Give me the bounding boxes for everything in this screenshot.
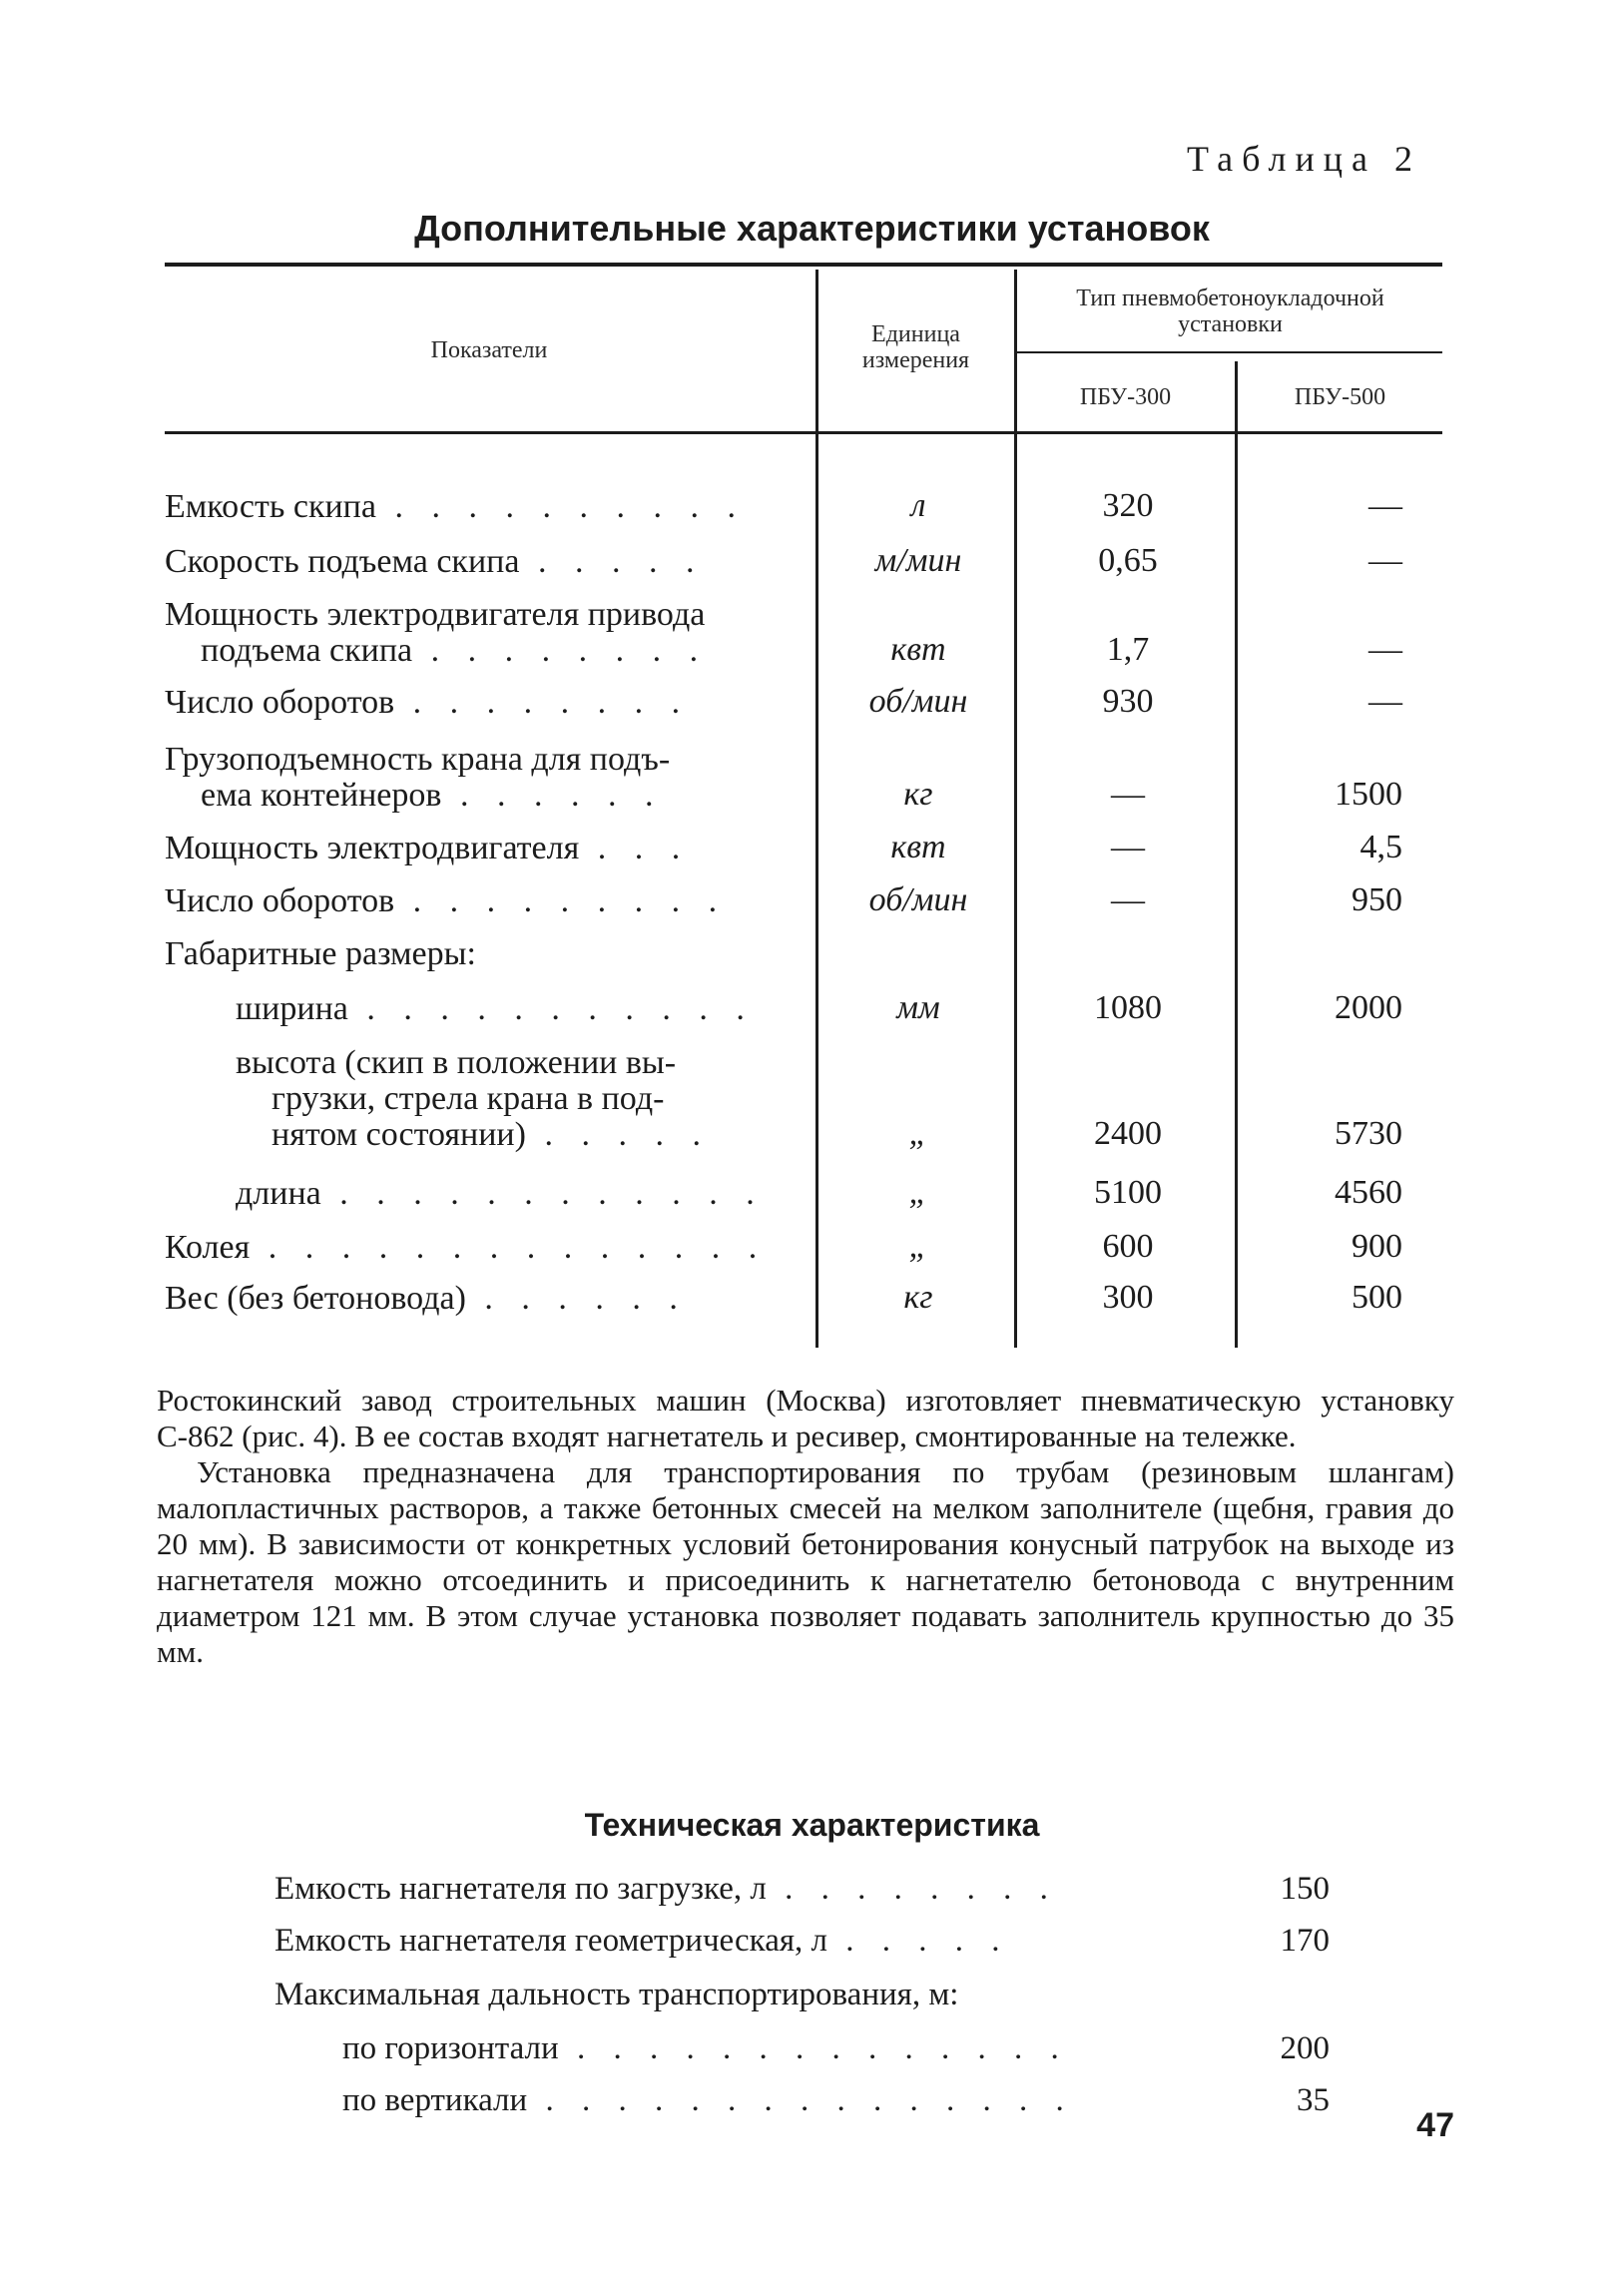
row-label	[165, 1230, 813, 1266]
spec-item-label	[274, 1921, 1010, 1961]
leader-dots: . . . . .	[525, 1116, 711, 1153]
row-label-line	[165, 778, 813, 814]
paragraph: Установка предназначена для транспортирования по трубам (резиновым шлангам) малопластичных растворов, а также бетонных смесей на мелком заполнителе (щебня, гравия до 20 мм). В зависимости от конкретных условий бетонирования конусный патрубок на выходе из нагнетателя можно отсоединить и присоединить к нагнетателю бетоновода с внутренним диаметром 121 мм. В этом случае установка позволяет подавать заполнитель крупностью до 35 мм.	[157, 1454, 1454, 1669]
leader-dots: . . . . . . . .	[766, 1871, 1058, 1907]
row-label-text: грузки, стрела крана в под-	[271, 1080, 665, 1117]
row-label-text: Емкость скипа	[165, 488, 376, 525]
header-unit-line1: Единица	[871, 321, 960, 347]
row-unit: „	[908, 1228, 928, 1265]
leader-dots: . . . . . . . . . . . .	[320, 1175, 765, 1212]
row-value-pbu500: 1500	[1335, 776, 1402, 813]
spec-item-label	[342, 2080, 1074, 2120]
row-label-line	[165, 1281, 813, 1317]
row-value-pbu300: 300	[1102, 1279, 1154, 1316]
row-label	[165, 685, 813, 721]
leader-dots: . . . . . . . . . .	[375, 488, 746, 525]
row-value-pbu300: 2400	[1094, 1115, 1162, 1152]
leader-dots: . . . . .	[519, 543, 705, 580]
row-unit: „	[908, 1174, 928, 1211]
row-value-pbu500: —	[1368, 487, 1402, 524]
row-label-line	[236, 1081, 814, 1117]
row-label-line	[165, 742, 813, 778]
row-value-pbu300: 930	[1102, 683, 1154, 720]
row-unit: об/мин	[868, 683, 968, 720]
row-unit: мм	[896, 989, 940, 1026]
row-value-pbu500: —	[1368, 631, 1402, 668]
row-label-line	[165, 685, 813, 721]
row-label	[236, 1045, 814, 1153]
header-type-line2: установки	[1178, 311, 1283, 337]
leader-dots: . . . . .	[827, 1923, 1010, 1959]
row-value-pbu500: 2000	[1335, 989, 1402, 1026]
row-label	[165, 1281, 813, 1317]
row-unit: кг	[903, 1279, 933, 1316]
leader-dots: . . . . . . . . . . . . . . .	[527, 2082, 1074, 2118]
header-col-pbu500: ПБУ-500	[1294, 384, 1386, 410]
spec-item-label	[274, 1975, 958, 2014]
row-label-text: Габаритные размеры:	[165, 935, 476, 972]
spec-item-text: Емкость нагнетателя геометрическая, л	[274, 1923, 827, 1959]
leader-dots: . . . . . . . . . . . . . .	[558, 2030, 1069, 2066]
spec-item-label	[274, 1869, 1058, 1909]
table-top-rule	[165, 263, 1442, 267]
row-label-line	[165, 936, 813, 972]
row-unit: л	[910, 487, 926, 524]
row-unit: квт	[890, 631, 946, 668]
row-value-pbu300: 1080	[1094, 989, 1162, 1026]
spec-item-text: Максимальная дальность транспортирования, м:	[274, 1977, 959, 2012]
row-value-pbu300: —	[1111, 776, 1145, 813]
row-unit: квт	[890, 829, 946, 865]
row-unit: об/мин	[868, 881, 968, 918]
spec-item-text: по вертикали	[342, 2082, 528, 2118]
row-label	[165, 544, 813, 580]
leader-dots: . . . . . .	[441, 777, 664, 814]
row-value-pbu500: 900	[1352, 1228, 1402, 1265]
spec-title: Техническая характеристика	[584, 1807, 1040, 1843]
row-value-pbu500: 950	[1352, 881, 1402, 918]
type-subheader-rule	[1016, 351, 1442, 353]
header-col-pbu300: ПБУ-300	[1079, 384, 1172, 410]
row-label-line	[236, 991, 814, 1027]
row-value-pbu500: —	[1368, 683, 1402, 720]
row-label-text: Грузоподъемность крана для подъ-	[165, 741, 671, 778]
row-value-pbu300: —	[1111, 881, 1145, 918]
body-text	[157, 1383, 1454, 1670]
spec-item-value: 200	[1280, 2030, 1330, 2066]
row-label-line	[165, 489, 813, 525]
row-label-text: Мощность электродвигателя привода	[165, 596, 706, 633]
spec-item-label	[342, 2028, 1069, 2068]
table-header-rule	[165, 431, 1442, 434]
row-label	[236, 991, 814, 1027]
row-unit: м/мин	[874, 542, 962, 579]
header-unit-line2: измерения	[861, 347, 970, 373]
header-type-line1: Тип пневмобетоноукладочной	[1076, 285, 1384, 311]
row-label-text: длина	[236, 1175, 321, 1212]
row-label-text: Скорость подъема скипа	[165, 543, 520, 580]
row-value-pbu300: —	[1111, 829, 1145, 865]
row-label-text: Вес (без бетоновода)	[165, 1280, 466, 1317]
spec-item-value: 35	[1297, 2082, 1330, 2118]
row-value-pbu500: 4,5	[1359, 829, 1402, 865]
row-value-pbu300: 0,65	[1098, 542, 1158, 579]
row-label	[165, 489, 813, 525]
row-label-line	[236, 1045, 814, 1081]
col-divider-models	[1235, 361, 1238, 1348]
row-value-pbu300: 1,7	[1106, 631, 1150, 668]
row-label-line	[165, 1230, 813, 1266]
table-title: Дополнительные характеристики установок	[414, 208, 1210, 249]
row-label-line	[165, 597, 813, 633]
row-label-text: Колея	[165, 1229, 251, 1266]
header-type	[1018, 285, 1442, 337]
row-label-text: ширина	[236, 990, 348, 1027]
leader-dots: . . . . . . . . . . . . . .	[250, 1229, 768, 1266]
row-label-text: Число оборотов	[165, 684, 395, 721]
leader-dots: . . . . . .	[465, 1280, 688, 1317]
row-label	[165, 742, 813, 814]
spec-item-text: Емкость нагнетателя по загрузке, л	[274, 1871, 767, 1907]
row-label	[165, 883, 813, 919]
row-value-pbu500: 4560	[1335, 1174, 1402, 1211]
row-label	[165, 597, 813, 669]
leader-dots: . . . . . . . . . . .	[347, 990, 755, 1027]
row-label-text: нятом состоянии)	[271, 1116, 526, 1153]
row-label-line	[165, 633, 813, 669]
row-label-text: высота (скип в положении вы-	[236, 1044, 677, 1081]
leader-dots: . . . . . . . .	[394, 684, 691, 721]
row-label-line	[165, 831, 813, 866]
leader-dots: . . . . . . . . .	[394, 882, 728, 919]
row-label	[236, 1176, 814, 1212]
row-label-text: Мощность электродвигателя	[165, 830, 580, 866]
spec-item-value: 170	[1280, 1923, 1330, 1959]
row-label-text: подъема скипа	[201, 632, 413, 669]
row-label	[165, 936, 813, 972]
header-indicator: Показатели	[430, 337, 548, 363]
table-number: Таблица 2	[1187, 139, 1421, 179]
row-label-text: ема контейнеров	[201, 777, 442, 814]
row-label-line	[165, 883, 813, 919]
row-value-pbu500: 5730	[1335, 1115, 1402, 1152]
leader-dots: . . .	[579, 830, 691, 866]
leader-dots: . . . . . . . .	[412, 632, 709, 669]
row-label-line	[236, 1117, 814, 1153]
row-label	[165, 831, 813, 866]
row-unit: кг	[903, 776, 933, 813]
spec-item-value: 150	[1280, 1871, 1330, 1907]
row-label-line	[236, 1176, 814, 1212]
page-number: 47	[1416, 2106, 1454, 2144]
row-value-pbu500: 500	[1352, 1279, 1402, 1316]
row-label-text: Число оборотов	[165, 882, 395, 919]
header-unit	[818, 321, 1013, 373]
row-value-pbu300: 5100	[1094, 1174, 1162, 1211]
row-unit: „	[908, 1115, 928, 1152]
row-value-pbu300: 320	[1102, 487, 1154, 524]
spec-item-text: по горизонтали	[342, 2030, 559, 2066]
row-value-pbu300: 600	[1102, 1228, 1154, 1265]
paragraph: Ростокинский завод строительных машин (Москва) изготовляет пневматическую установку С-862 (рис. 4). В ее состав входят нагнетатель и ресивер, смонтированные на тележке.	[157, 1383, 1454, 1453]
row-label-line	[165, 544, 813, 580]
row-value-pbu500: —	[1368, 542, 1402, 579]
